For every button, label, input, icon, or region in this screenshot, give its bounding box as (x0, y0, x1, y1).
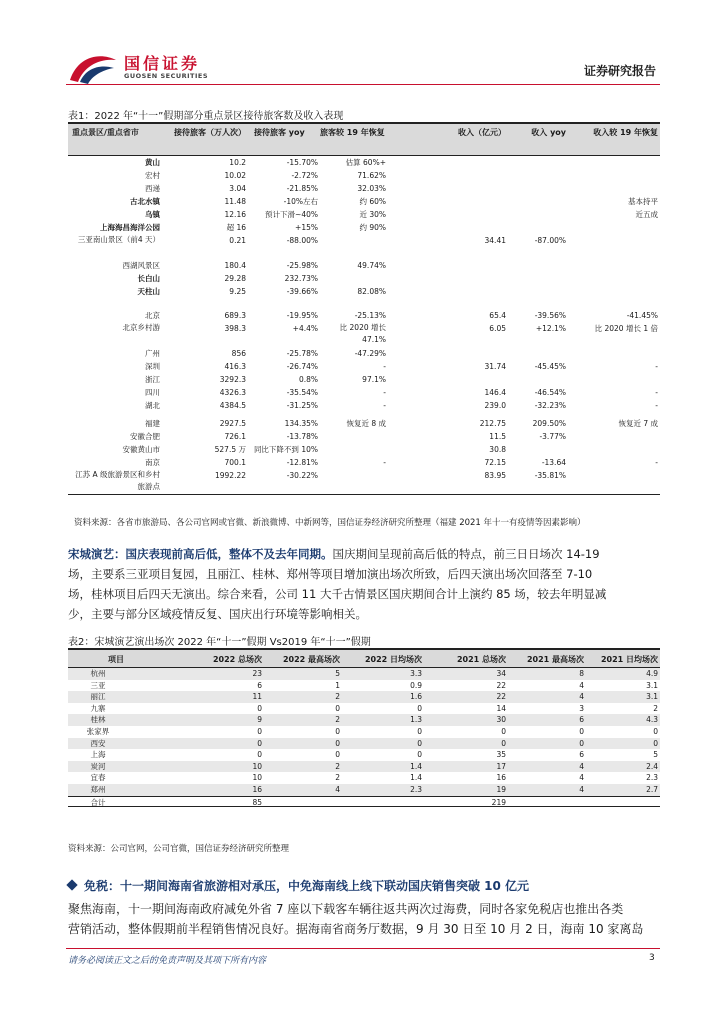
table2-cell: 0 (579, 738, 584, 748)
table2-cell: 16 (496, 773, 506, 783)
table1-cell: 四川 (145, 388, 160, 397)
table1-cell: 西湖风景区 (122, 261, 160, 270)
table1-cell: -46.54% (534, 388, 566, 397)
table2-row (68, 691, 660, 703)
table2-cell: 宜春 (90, 773, 106, 783)
table2-cell: 85 (252, 797, 262, 807)
paragraph-line: 少，主要与部分区域疫情反复、国庆出行环境等影响相关。 (68, 607, 367, 621)
table2-cell: 17 (496, 761, 506, 771)
table1-row (68, 169, 660, 182)
table1-cell: 31.74 (484, 362, 506, 371)
table1-row (68, 195, 660, 208)
table2-cell: 张家界 (86, 726, 110, 736)
table1-cell: 72.15 (484, 458, 506, 467)
table2-header-cell: 2021 日均场次 (600, 655, 658, 664)
table2-cell: 2.3 (646, 773, 658, 783)
table1-cell: 南京 (145, 458, 160, 467)
table2-cell: 1.4 (410, 761, 422, 771)
table1-row (68, 399, 660, 412)
table2-cell: 23 (252, 669, 262, 678)
table2-cell: 8 (579, 669, 584, 678)
table1-cell: -47.29% (354, 349, 386, 358)
footer-divider (66, 948, 660, 949)
table1-cell: 10.02 (224, 171, 246, 180)
table1-cell: 古北水镇 (130, 197, 160, 206)
table1-cell: 82.08% (357, 287, 386, 296)
page-header (66, 48, 660, 88)
table2-cell: 郑州 (90, 784, 106, 794)
table1-cell: 天柱山 (137, 287, 160, 296)
paragraph-line-text: 国庆期间呈现前高后低的特点，前三日日场次 14-19 (332, 547, 600, 561)
table1-cell: -12.81% (286, 458, 318, 467)
table1-cell: 2927.5 (219, 419, 246, 428)
table1-cell: 宏村 (145, 171, 160, 180)
table1-cell: 浙江 (145, 375, 160, 384)
table2-cell: 0 (417, 703, 422, 713)
table1-cell: -21.85% (286, 184, 318, 193)
table2-cell: 35 (496, 750, 506, 760)
table1-cell: - (383, 458, 386, 467)
disclaimer-note: 请务必阅读正文之后的免责声明及其项下所有内容 (68, 956, 267, 966)
table1-row (68, 309, 660, 322)
table1-cell: 4326.3 (219, 388, 246, 397)
table2-cell: 22 (496, 680, 506, 690)
table1-header (68, 122, 660, 156)
table1-cell: 209.50% (532, 419, 566, 428)
table1-body (68, 156, 660, 494)
table2-cell: 2 (335, 715, 340, 725)
table2-cell: 杭州 (90, 669, 106, 678)
table1-cell: -32.23% (534, 401, 566, 410)
table1-cell: 0.21 (229, 236, 246, 245)
table1-cell: 11.48 (224, 197, 246, 206)
table1-row (68, 417, 660, 430)
dutyfree-heading-text: 免税：十一期间海南省旅游相对承压，中免海南线上线下联动国庆销售突破 10 亿元 (84, 879, 530, 893)
table1-header-cell: 旅客较 19 年恢复 (320, 128, 385, 137)
table2-cell: 0 (653, 726, 658, 736)
table2-cell: 2 (653, 703, 658, 713)
table1-cell: 97.1% (362, 375, 386, 384)
paragraph-line (68, 544, 660, 564)
table1-cell: +15% (295, 223, 318, 232)
table2-cell: 1 (335, 680, 340, 690)
table1-cell: 6.05 (489, 324, 506, 333)
table1-cell: 恢复近 7 成 (618, 419, 658, 428)
table1-cell: 416.3 (224, 362, 246, 371)
table1-cell: 10.2 (229, 158, 246, 167)
table1-cell: 689.3 (224, 311, 246, 320)
table1-cell: 福建 (145, 419, 160, 428)
table2-cell: 0 (417, 726, 422, 736)
table1-cell: 65.4 (489, 311, 506, 320)
table1-row (68, 456, 660, 469)
table1-cell: 估算 60%+ (345, 158, 386, 167)
songcheng-paragraph (68, 544, 660, 624)
table1-cell: -25.98% (286, 261, 318, 270)
table1-row (68, 259, 660, 272)
table2-cell: 11 (252, 692, 262, 702)
table1-cell: 江苏 A 级旅游景区和乡村旅游点 (75, 470, 160, 491)
table1-cell: 180.4 (224, 261, 246, 270)
table2-cell: 4 (579, 680, 584, 690)
table2-cell: 6 (579, 750, 584, 760)
table1-cell: -19.95% (286, 311, 318, 320)
table2-source: 资料来源：公司官网，公司官微，国信证券经济研究所整理 (68, 844, 290, 854)
table1-cell: -10%左右 (283, 197, 318, 206)
table1-cell: 4384.5 (219, 401, 246, 410)
table1-cell: 134.35% (284, 419, 318, 428)
table2-cell: 2.3 (410, 784, 422, 794)
table2-row (68, 749, 660, 761)
table2-cell: 0 (417, 738, 422, 748)
table2-header-cell: 项目 (108, 655, 124, 664)
table1-cell: 三亚南山景区（前4 天） (77, 235, 160, 244)
table1-cell: 527.5 万 (214, 445, 246, 454)
table1-header-cell: 重点景区/重点省市 (72, 128, 139, 137)
table1-cell: 1992.22 (214, 471, 246, 480)
table2-cell: 合计 (90, 797, 106, 807)
logo-mark-icon (66, 50, 120, 86)
table2-cell: 0 (335, 703, 340, 713)
table2-cell: 0 (257, 726, 262, 736)
table1-row (68, 285, 660, 298)
table1-cell: +12.1% (535, 324, 566, 333)
table2-cell: 西安 (90, 738, 106, 748)
table1-cell: 726.1 (224, 432, 246, 441)
table1-cell: 基本持平 (628, 197, 658, 206)
table1-cell: 北京乡村游 (122, 323, 160, 332)
table2-cell: 0.9 (410, 680, 422, 690)
table1-header-cell: 接待旅客（万人次） (174, 128, 246, 137)
table1-cell: 乌镇 (145, 210, 160, 219)
table2-cell: 桂林 (90, 715, 106, 725)
table2-title: 表2：宋城演艺演出场次 2022 年“十一”假期 Vs2019 年“十一”假期 (68, 637, 371, 648)
table1-cell: 49.74% (357, 261, 386, 270)
table1-cell: - (655, 362, 658, 371)
table1-cell: -15.70% (286, 158, 318, 167)
table1-cell: 856 (231, 349, 246, 358)
table1-title: 表1：2022 年“十一”假期部分重点景区接待旅客数及收入表现 (68, 111, 344, 122)
table2-cell: 3.3 (410, 669, 422, 678)
table1-cell: -25.13% (354, 311, 386, 320)
table2-cell: 9 (257, 715, 262, 725)
table1-cell: 安徽合肥 (130, 432, 160, 441)
table1-row (68, 182, 660, 195)
table1-cell: -35.54% (286, 388, 318, 397)
table1-cell: 北京 (145, 311, 160, 320)
table2-cell: 219 (491, 797, 506, 807)
table1-cell: 3.04 (229, 184, 246, 193)
table2-cell: 炭河 (90, 761, 106, 771)
table2-row (68, 726, 660, 738)
table1-header-cell: 收入（亿元） (458, 128, 506, 137)
table1-cell: -2.72% (291, 171, 318, 180)
table2-cell: 5 (653, 750, 658, 760)
table2-header-cell: 2021 最高场次 (526, 655, 584, 664)
table1-cell: 83.95 (484, 471, 506, 480)
table1-row (68, 443, 660, 456)
table2-cell: 0 (257, 738, 262, 748)
table2-row (68, 668, 660, 680)
table1-row (68, 430, 660, 443)
table1-cell: 近五成 (635, 210, 658, 219)
table1-cell: 9.25 (229, 287, 246, 296)
table2-cell: 2.4 (646, 761, 658, 771)
table1-cell: - (383, 388, 386, 397)
table2-cell: 1.6 (410, 692, 422, 702)
paragraph-line: 营销活动，整体假期前半程销售情况良好。据海南省商务厅数据，9 月 30 日至 10 月 2 日，海南 10 家离岛 (68, 922, 644, 936)
table1-cell: -88.00% (286, 236, 318, 245)
table1-cell: 29.28 (224, 274, 246, 283)
dutyfree-heading (68, 877, 529, 894)
table2-row (68, 680, 660, 692)
table1-cell: 比 2020 增长 1 倍 (594, 324, 658, 333)
table1-row (68, 360, 660, 373)
table1-header-cell: 收入较 19 年恢复 (593, 128, 658, 137)
table1-cell: 34.41 (484, 236, 506, 245)
table1-cell: 恢复近 8 成 (346, 419, 386, 428)
table2-row (68, 703, 660, 715)
table2-cell: 1.4 (410, 773, 422, 783)
table1-cell: - (655, 401, 658, 410)
table1 (68, 122, 660, 495)
table2-cell: 0 (257, 750, 262, 760)
table1-cell: -41.45% (626, 311, 658, 320)
table1-row (68, 221, 660, 234)
table1-cell: 239.0 (484, 401, 506, 410)
table1-cell: 安徽黄山市 (122, 445, 160, 454)
table1-cell: 比 2020 增长 47.1% (339, 323, 386, 344)
table2-cell: 0 (501, 726, 506, 736)
table1-cell: - (383, 401, 386, 410)
table2-row (68, 772, 660, 784)
paragraph-line: 聚焦海南，十一期间海南政府减免外省 7 座以下载客车辆往返共两次过海费，同时各家免税店也推出各类 (68, 902, 624, 916)
table1-cell: -87.00% (534, 236, 566, 245)
table1-cell: -39.56% (534, 311, 566, 320)
table2-cell: 6 (579, 715, 584, 725)
table2-cell: 22 (496, 692, 506, 702)
table1-row (68, 272, 660, 285)
table1-cell: -26.74% (286, 362, 318, 371)
table2-cell: 4.9 (646, 669, 658, 678)
table2-cell: 0 (653, 738, 658, 748)
dutyfree-paragraph (68, 899, 660, 939)
table1-cell: 同比下降不到 10% (253, 445, 318, 454)
table1-cell: 12.16 (224, 210, 246, 219)
table2-cell: 0 (335, 738, 340, 748)
table1-cell: - (383, 362, 386, 371)
table2-cell: 3 (579, 703, 584, 713)
table1-cell: 上海海昌海洋公园 (100, 223, 160, 232)
table2-header-cell: 2022 日均场次 (364, 655, 422, 664)
table2-header (68, 648, 660, 668)
table1-cell: - (655, 388, 658, 397)
table1-cell: 232.73% (284, 274, 318, 283)
table2-cell: 4 (335, 784, 340, 794)
table2-cell: 0 (335, 750, 340, 760)
table1-cell: 32.03% (357, 184, 386, 193)
table1-cell: +4.4% (292, 324, 318, 333)
table1-row (68, 469, 660, 494)
logo-text-cn: 国信证券 (124, 54, 201, 73)
paragraph-lead: 宋城演艺：国庆表现前高后低，整体不及去年同期。 (68, 547, 333, 561)
table2-cell: 4 (579, 692, 584, 702)
table2-cell: 0 (417, 750, 422, 760)
table2-cell: 三亚 (90, 680, 106, 690)
logo-text-en: GUOSEN SECURITIES (124, 72, 209, 80)
table1-cell: -25.78% (286, 349, 318, 358)
page-number: 3 (649, 953, 655, 963)
table1-cell: 71.62% (357, 171, 386, 180)
table1-cell: -30.22% (286, 471, 318, 480)
table1-cell: 212.75 (479, 419, 506, 428)
table1-row (68, 322, 660, 347)
table1-cell: 深圳 (145, 362, 160, 371)
table2-row (68, 761, 660, 773)
table2-cell: 2 (335, 761, 340, 771)
table2-cell: 0 (501, 738, 506, 748)
table1-cell: 湖北 (145, 401, 160, 410)
table2-cell: 九寨 (90, 703, 106, 713)
table1-cell: 146.4 (484, 388, 506, 397)
table2-header-cell: 2022 最高场次 (282, 655, 340, 664)
table2-cell: 0 (335, 726, 340, 736)
table1-cell: - (655, 458, 658, 467)
table1-row (68, 373, 660, 386)
table1-source: 资料来源：各省市旅游局、各公司官网或官微、新浪微博、中新网等，国信证券经济研究所整理（福建 2021 年十一有疫情等因素影响） (74, 518, 586, 528)
table1-row (68, 386, 660, 399)
table2-cell: 3.1 (646, 680, 658, 690)
table2-header-cell: 2022 总场次 (212, 655, 262, 664)
table2-cell: 4.3 (646, 715, 658, 725)
header-divider (66, 84, 660, 85)
table2-cell: 10 (252, 761, 262, 771)
table2-row (68, 784, 660, 796)
table1-cell: 黄山 (145, 158, 160, 167)
table1-cell: 3292.3 (219, 375, 246, 384)
table2-cell: 19 (496, 784, 506, 794)
table1-row (68, 208, 660, 221)
table2-total-row (68, 796, 660, 808)
company-logo (66, 48, 266, 88)
table1-cell: -31.25% (286, 401, 318, 410)
table2-cell: 4 (579, 784, 584, 794)
table2-header-cell: 2021 总场次 (456, 655, 506, 664)
table2-cell: 2 (335, 692, 340, 702)
table1-header-cell: 接待旅客 yoy (254, 128, 305, 137)
table2-cell: 4 (579, 761, 584, 771)
table1-cell: 398.3 (224, 324, 246, 333)
table2-cell: 上海 (90, 750, 106, 760)
table1-cell: 超 16 (226, 223, 246, 232)
table2-row (68, 714, 660, 726)
table2-cell: 34 (496, 669, 506, 678)
table1-cell: 0.8% (298, 375, 318, 384)
table2-cell: 10 (252, 773, 262, 783)
table1-row (68, 156, 660, 169)
table1-cell: -13.78% (286, 432, 318, 441)
report-type: 证券研究报告 (583, 64, 656, 78)
table1-cell: 预计下滑~40% (265, 210, 318, 219)
table2-cell: 6 (257, 680, 262, 690)
table1-cell: 近 30% (359, 210, 386, 219)
paragraph-line: 场，主要系三亚项目复园，且丽江、桂林、郑州等项目增加演出场次所致，后四天演出场次回落至 7-10 (68, 567, 593, 581)
table2-body (68, 668, 660, 807)
table1-cell: 约 60% (359, 197, 386, 206)
table2-cell: 0 (579, 726, 584, 736)
table1-row (68, 234, 660, 259)
table2-cell: 14 (496, 703, 506, 713)
diamond-bullet-icon (66, 879, 77, 890)
table2-cell: 1.3 (410, 715, 422, 725)
table2-cell: 0 (257, 703, 262, 713)
table2-cell: 2 (335, 773, 340, 783)
table1-cell: -35.81% (534, 471, 566, 480)
table1-bottom-rule (68, 494, 660, 495)
table1-cell: 西递 (145, 184, 160, 193)
table2-cell: 2.7 (646, 784, 658, 794)
table1-header-cell: 收入 yoy (531, 128, 566, 137)
table2-row (68, 738, 660, 750)
table2-cell: 5 (335, 669, 340, 678)
table2-cell: 4 (579, 773, 584, 783)
table1-row (68, 347, 660, 360)
table2-cell: 丽江 (90, 692, 106, 702)
table2-cell: 3.1 (646, 692, 658, 702)
table1-cell: 700.1 (224, 458, 246, 467)
paragraph-line: 场，桂林项目后四天无演出。综合来看，公司 11 大千古情景区国庆期间合计上演约 85 场，较去年明显减 (68, 587, 607, 601)
table1-cell: -3.77% (539, 432, 566, 441)
table1-cell: 长白山 (137, 274, 160, 283)
table1-cell: -39.66% (286, 287, 318, 296)
table2-cell: 30 (496, 715, 506, 725)
table2 (68, 648, 660, 807)
table1-cell: 约 90% (359, 223, 386, 232)
table1-cell: 广州 (145, 349, 160, 358)
table1-cell: 30.8 (489, 445, 506, 454)
table2-cell: 16 (252, 784, 262, 794)
table1-cell: 11.5 (489, 432, 506, 441)
table1-cell: -13.64 (541, 458, 566, 467)
table1-cell: -45.45% (534, 362, 566, 371)
